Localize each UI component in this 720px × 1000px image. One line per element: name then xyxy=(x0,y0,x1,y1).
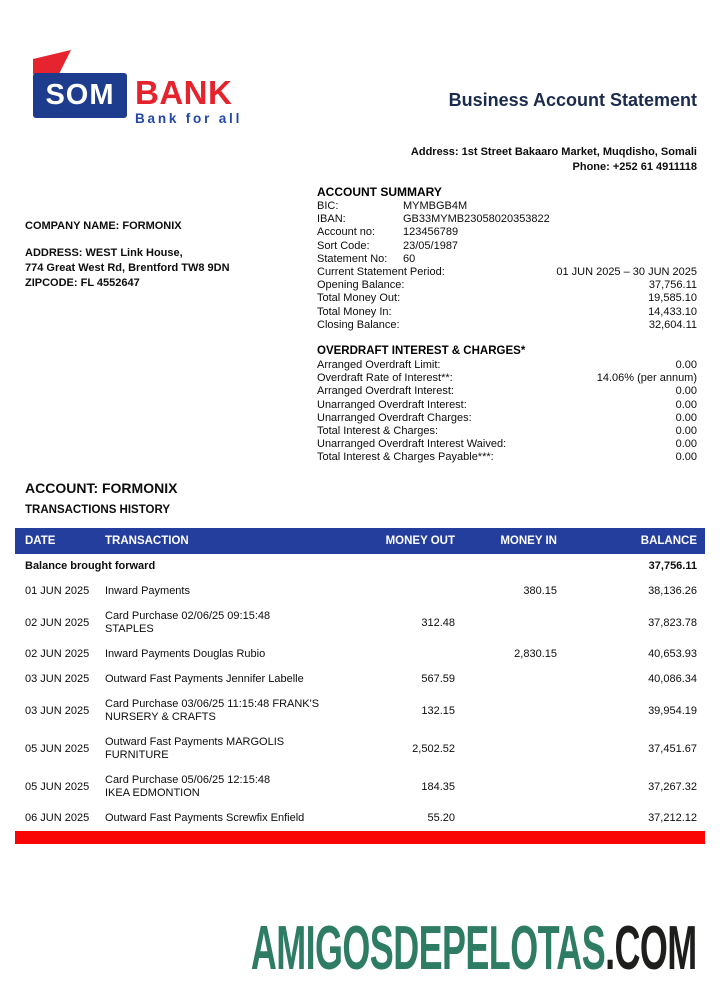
cell-balance: 37,823.78 xyxy=(648,616,697,629)
watermark-suffix: .COM xyxy=(605,914,697,983)
cell-balance: 38,136.26 xyxy=(648,585,697,597)
col-header-money-in: MONEY IN xyxy=(500,535,557,547)
field-value: 0.00 xyxy=(675,359,697,371)
table-row xyxy=(15,806,705,831)
sombank-logo xyxy=(33,50,243,130)
overdraft-row xyxy=(317,425,697,438)
cell-balance: 39,954.19 xyxy=(648,704,697,717)
cell-date: 05 JUN 2025 xyxy=(25,742,90,755)
bank-phone-line: Phone: +252 61 4911118 xyxy=(572,161,697,173)
transaction-line2: IKEA EDMONTION xyxy=(105,787,200,799)
cell-transaction xyxy=(105,812,340,825)
field-value: MYMBGB4M xyxy=(403,200,468,212)
overdraft-row xyxy=(317,451,697,464)
transaction-line1: Outward Fast Payments Jennifer Labelle xyxy=(105,673,304,685)
table-row xyxy=(15,768,705,806)
col-header-money-out: MONEY OUT xyxy=(385,535,455,547)
cell-transaction xyxy=(105,610,340,636)
transactions-table xyxy=(15,528,705,844)
summary-row xyxy=(317,319,697,332)
cell-balance: 37,267.32 xyxy=(648,780,697,793)
cell-date: 02 JUN 2025 xyxy=(25,616,90,629)
account-summary-title: ACCOUNT SUMMARY xyxy=(317,185,442,199)
field-value: 0.00 xyxy=(675,385,698,398)
field-value: GB33MYMB23058020353822 xyxy=(403,213,550,226)
account-heading: ACCOUNT: FORMONIX xyxy=(25,480,178,496)
cell-balance: 37,756.11 xyxy=(648,560,697,572)
overdraft-row xyxy=(317,438,697,451)
summary-row xyxy=(317,292,697,305)
field-value: 01 JUN 2025 – 30 JUN 2025 xyxy=(556,266,697,279)
field-label: Total Interest & Charges: xyxy=(317,425,439,438)
table-row xyxy=(15,730,705,768)
logo-bank-text: BANK xyxy=(135,74,233,111)
summary-row xyxy=(317,226,697,239)
field-value: 0.00 xyxy=(675,451,697,464)
transaction-line2: FURNITURE xyxy=(105,749,169,761)
table-header-row xyxy=(15,528,705,554)
logo-som-box xyxy=(33,73,127,118)
summary-row xyxy=(317,266,697,279)
cell-transaction xyxy=(105,774,340,800)
field-value: 0.00 xyxy=(675,425,697,438)
cell-transaction xyxy=(25,560,340,573)
table-row xyxy=(15,667,705,692)
cell-money-out: 55.20 xyxy=(427,812,455,824)
cell-money-out: 184.35 xyxy=(421,780,455,793)
summary-row xyxy=(317,306,697,319)
table-row-balance-brought-forward xyxy=(15,554,705,579)
transaction-line1: Card Purchase 02/06/25 09:15:48 xyxy=(105,610,271,622)
company-address xyxy=(25,246,230,291)
cell-transaction xyxy=(105,585,340,598)
account-summary xyxy=(317,185,697,332)
table-row xyxy=(15,579,705,604)
summary-row xyxy=(317,240,697,253)
flag-icon xyxy=(33,50,73,74)
col-header-transaction: TRANSACTION xyxy=(105,535,189,547)
cell-transaction xyxy=(105,648,340,661)
field-label: Opening Balance: xyxy=(317,279,405,292)
logo-som-text: SOM xyxy=(45,79,115,111)
field-value: 37,756.11 xyxy=(648,279,698,292)
field-value: 14.06% (per annum) xyxy=(596,372,698,385)
transactions-history-heading: TRANSACTIONS HISTORY xyxy=(25,504,171,516)
field-label: Arranged Overdraft Interest: xyxy=(317,385,454,398)
cell-money-out: 2,502.52 xyxy=(412,742,455,755)
field-value: 60 xyxy=(403,252,416,265)
field-label: Unarranged Overdraft Charges: xyxy=(317,411,472,424)
cell-date: 03 JUN 2025 xyxy=(25,704,90,717)
cell-date: 01 JUN 2025 xyxy=(25,585,90,597)
field-label: Arranged Overdraft Limit: xyxy=(317,359,441,371)
cell-date: 05 JUN 2025 xyxy=(25,780,90,793)
watermark xyxy=(251,914,697,983)
company-zipcode: ZIPCODE: FL 4552647 xyxy=(25,277,140,289)
table-bottom-divider xyxy=(15,831,705,844)
field-label: Statement No: xyxy=(317,252,388,265)
overdraft-row xyxy=(317,372,697,385)
transaction-line1: Inward Payments Douglas Rubio xyxy=(105,648,266,660)
field-label: Sort Code: xyxy=(317,239,370,252)
col-header-date: DATE xyxy=(25,535,56,547)
cell-money-in: 380.15 xyxy=(523,585,557,597)
page-title: Business Account Statement xyxy=(448,90,697,110)
table-row xyxy=(15,642,705,667)
field-label: Unarranged Overdraft Interest Waived: xyxy=(317,438,507,451)
field-label: Unarranged Overdraft Interest: xyxy=(317,398,467,411)
field-label: Total Money Out: xyxy=(317,292,401,305)
overdraft-section xyxy=(317,344,697,465)
company-block xyxy=(25,219,230,291)
summary-row xyxy=(317,200,697,213)
field-value: 0.00 xyxy=(675,398,698,411)
field-label: Account no: xyxy=(317,226,376,239)
bank-contact xyxy=(411,145,697,175)
overdraft-row xyxy=(317,412,697,425)
overdraft-row xyxy=(317,359,697,372)
transaction-line1: Inward Payments xyxy=(105,585,190,597)
cell-money-out: 312.48 xyxy=(421,616,455,629)
cell-money-out: 567.59 xyxy=(421,673,455,685)
cell-balance: 40,086.34 xyxy=(648,673,697,685)
field-label: BIC: xyxy=(317,200,339,212)
cell-money-in: 2,830.15 xyxy=(514,648,557,660)
transaction-line1: Card Purchase 05/06/25 12:15:48 xyxy=(105,774,271,786)
company-name: COMPANY NAME: FORMONIX xyxy=(25,220,182,232)
cell-transaction xyxy=(105,673,340,686)
transaction-line1: Card Purchase 03/06/25 11:15:48 FRANK'S xyxy=(105,698,320,710)
cell-transaction xyxy=(105,698,340,724)
summary-row xyxy=(317,213,697,226)
bank-address-line: Address: 1st Street Bakaaro Market, Muqdisho, Somali xyxy=(410,146,697,158)
field-label: Current Statement Period: xyxy=(317,266,445,279)
field-label: IBAN: xyxy=(317,213,346,226)
field-value: 19,585.10 xyxy=(648,292,697,305)
cell-date: 06 JUN 2025 xyxy=(25,812,90,824)
overdraft-title: OVERDRAFT INTEREST & CHARGES* xyxy=(317,345,526,357)
cell-money-out: 132.15 xyxy=(421,704,455,717)
summary-row xyxy=(317,279,697,292)
field-value: 32,604.11 xyxy=(648,318,697,331)
cell-balance: 40,653.93 xyxy=(648,648,697,660)
col-header-balance: BALANCE xyxy=(640,535,697,547)
cell-balance: 37,451.67 xyxy=(648,742,697,755)
field-value: 123456789 xyxy=(403,226,459,239)
field-value: 0.00 xyxy=(675,411,697,424)
cell-date: 02 JUN 2025 xyxy=(25,648,90,660)
table-row xyxy=(15,692,705,730)
field-value: 0.00 xyxy=(675,438,697,451)
field-value: 14,433.10 xyxy=(648,305,697,318)
table-row xyxy=(15,604,705,642)
watermark-brand: AMIGOSDEPELOTAS xyxy=(251,914,606,983)
transaction-line2: STAPLES xyxy=(105,623,154,635)
transaction-line1: Outward Fast Payments Screwfix Enfield xyxy=(105,812,305,824)
field-label: Overdraft Rate of Interest**: xyxy=(317,372,453,385)
summary-row xyxy=(317,253,697,266)
field-value: 23/05/1987 xyxy=(403,239,459,252)
overdraft-row xyxy=(317,385,697,398)
field-label: Total Interest & Charges Payable***: xyxy=(317,451,494,464)
header-right xyxy=(411,88,697,175)
cell-transaction xyxy=(105,736,340,762)
cell-balance: 37,212.12 xyxy=(648,812,697,824)
company-address-line2: 774 Great West Rd, Brentford TW8 9DN xyxy=(25,262,230,274)
transaction-line1: Outward Fast Payments MARGOLIS xyxy=(105,736,285,748)
overdraft-row xyxy=(317,399,697,412)
logo-tagline: Bank for all xyxy=(135,111,243,126)
logo-right xyxy=(135,74,243,126)
field-label: Total Money In: xyxy=(317,305,392,318)
company-address-line1: ADDRESS: WEST Link House, xyxy=(25,247,183,259)
transaction-line2: NURSERY & CRAFTS xyxy=(105,711,216,723)
field-label: Closing Balance: xyxy=(317,318,400,331)
cell-date: 03 JUN 2025 xyxy=(25,673,90,685)
transaction-line1: Balance brought forward xyxy=(25,560,156,572)
